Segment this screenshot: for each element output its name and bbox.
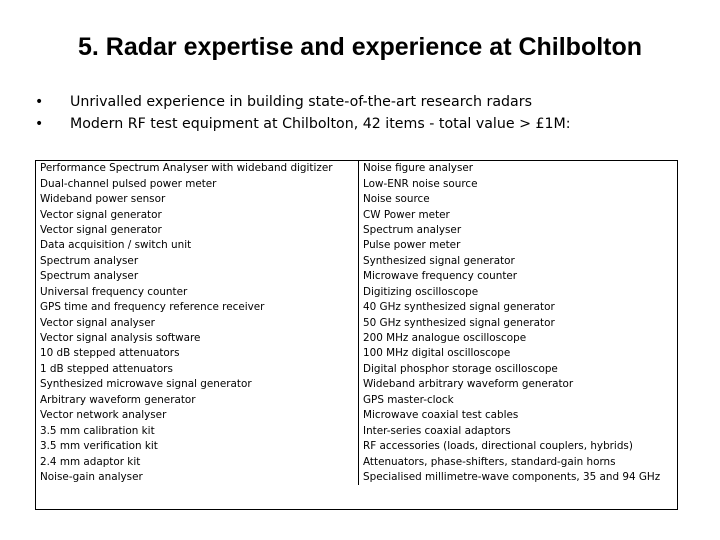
equipment-item-left: Vector network analyser — [36, 408, 359, 423]
equipment-item-left: Data acquisition / switch unit — [36, 238, 359, 253]
table-row — [36, 454, 683, 469]
table-row — [36, 346, 683, 361]
table-row — [36, 161, 683, 176]
equipment-item-left: Spectrum analyser — [36, 254, 359, 269]
equipment-item-right: CW Power meter — [363, 208, 450, 221]
equipment-item-left: 3.5 mm verification kit — [36, 439, 359, 454]
table-row — [36, 192, 683, 207]
bullet-text: Unrivalled experience in building state-of-the-art research radars — [70, 94, 532, 110]
table-row — [36, 315, 683, 330]
bullet-dot-icon: • — [35, 94, 44, 110]
equipment-item-right: Noise source — [363, 193, 430, 206]
equipment-item-right: Pulse power meter — [363, 239, 461, 252]
table-row — [36, 176, 683, 191]
equipment-item-right: 40 GHz synthesized signal generator — [363, 301, 555, 314]
equipment-item-right: 200 MHz analogue oscilloscope — [363, 332, 527, 345]
equipment-item-left: Noise-gain analyser — [36, 470, 359, 485]
bullet-text: Modern RF test equipment at Chilbolton, 42 items - total value > £1M: — [70, 116, 571, 132]
equipment-item-left: 2.4 mm adaptor kit — [36, 454, 359, 469]
table-row — [36, 331, 683, 346]
equipment-item-right: Low-ENR noise source — [363, 177, 478, 190]
bullet-item — [35, 113, 571, 135]
equipment-item-left: 1 dB stepped attenuators — [36, 362, 359, 377]
slide-title: 5. Radar expertise and experience at Chilbolton — [77, 33, 643, 61]
equipment-table — [36, 161, 683, 485]
equipment-item-right: Inter-series coaxial adaptors — [363, 424, 511, 437]
equipment-item-right: Spectrum analyser — [363, 223, 462, 236]
equipment-item-right: 100 MHz digital oscilloscope — [363, 347, 511, 360]
table-row — [36, 300, 683, 315]
equipment-item-left: Vector signal analysis software — [36, 331, 359, 346]
table-row — [36, 362, 683, 377]
table-row — [36, 207, 683, 222]
equipment-item-left: Vector signal generator — [36, 207, 359, 222]
equipment-item-left: Spectrum analyser — [36, 269, 359, 284]
table-row — [36, 223, 683, 238]
table-row — [36, 408, 683, 423]
table-row — [36, 254, 683, 269]
equipment-item-left: Vector signal analyser — [36, 315, 359, 330]
table-row — [36, 238, 683, 253]
equipment-item-right: GPS master-clock — [363, 393, 454, 406]
equipment-item-right: Noise figure analyser — [363, 162, 474, 175]
equipment-item-left: 3.5 mm calibration kit — [36, 423, 359, 438]
table-row — [36, 470, 683, 485]
table-row — [36, 423, 683, 438]
equipment-item-left: Performance Spectrum Analyser with wideband digitizer — [36, 161, 359, 176]
table-row — [36, 439, 683, 454]
equipment-item-left: Dual-channel pulsed power meter — [36, 176, 359, 191]
equipment-item-left: Vector signal generator — [36, 223, 359, 238]
equipment-item-left: Synthesized microwave signal generator — [36, 377, 359, 392]
equipment-item-right: Digital phosphor storage oscilloscope — [363, 362, 558, 375]
equipment-item-right: RF accessories (loads, directional couplers, hybrids) — [363, 440, 633, 453]
equipment-item-right: Digitizing oscilloscope — [363, 285, 479, 298]
equipment-item-left: Wideband power sensor — [36, 192, 359, 207]
equipment-item-right: Microwave frequency counter — [363, 270, 518, 283]
table-row — [36, 377, 683, 392]
equipment-item-right: Wideband arbitrary waveform generator — [363, 378, 574, 391]
equipment-item-right: Synthesized signal generator — [363, 254, 515, 267]
table-row — [36, 393, 683, 408]
table-row — [36, 285, 683, 300]
bullet-list — [35, 91, 571, 135]
equipment-item-right: Specialised millimetre-wave components, 35 and 94 GHz — [363, 470, 661, 483]
bullet-dot-icon: • — [35, 116, 44, 132]
equipment-item-left: Arbitrary waveform generator — [36, 393, 359, 408]
equipment-table-body — [36, 161, 683, 485]
equipment-item-right: 50 GHz synthesized signal generator — [363, 316, 555, 329]
equipment-item-left: GPS time and frequency reference receiver — [36, 300, 359, 315]
equipment-item-left: 10 dB stepped attenuators — [36, 346, 359, 361]
bullet-item — [35, 91, 571, 113]
equipment-item-left: Universal frequency counter — [36, 285, 359, 300]
equipment-item-right: Attenuators, phase-shifters, standard-gain horns — [363, 455, 616, 468]
table-row — [36, 269, 683, 284]
equipment-item-right: Microwave coaxial test cables — [363, 409, 519, 422]
